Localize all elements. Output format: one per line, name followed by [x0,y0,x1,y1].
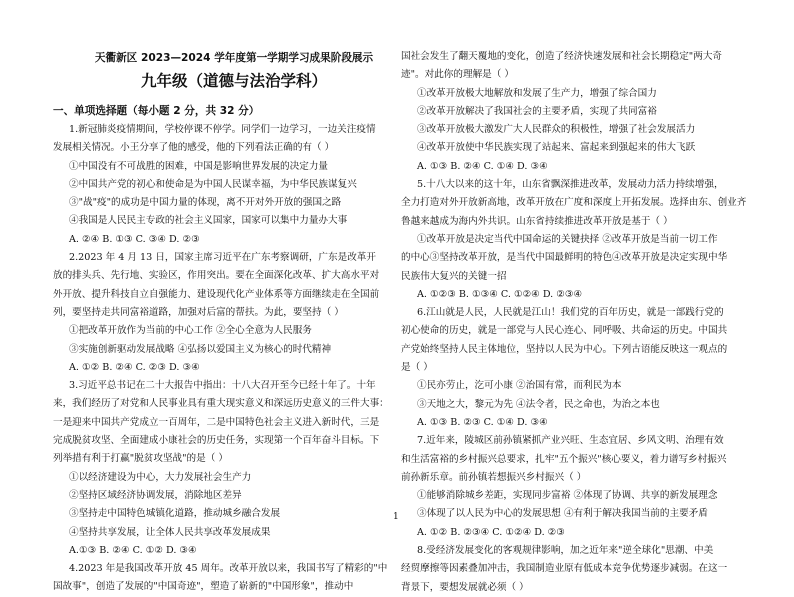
text-line: 2.2023 年 4 月 13 日，国家主席习近平在广东考察调研，广东是改革开 [69,252,376,264]
text-line: A. ①② B. ②③④ C. ①②④ D. ②③ [417,526,565,538]
right-column [401,0,763,597]
text-line: A. ①②③ B. ①③④ C. ①②④ D. ②③④ [417,288,583,300]
text-line: ①民亦劳止，汔可小康 ②治国有常，而利民为本 [417,380,622,392]
text-line: 3.习近平总书记在二十大报告中指出：十八大召开至今已经十年了。十年 [69,380,376,392]
text-line: ③改革开放极大激发广大人民群众的积极性，增强了社会发展活力 [417,124,696,136]
text-line: 经贸摩擦等因素叠加冲击，我国制造业原有低成本竞争优势逐步减弱。在这一 [401,563,728,575]
text-line: A. ①③ B. ②③ C. ①④ D. ③④ [417,416,548,428]
text-line: 列举措有利于打赢"脱贫攻坚战"的是（ ） [53,453,228,465]
text-line: ②改革开放解决了我国社会的主要矛盾，实现了共同富裕 [417,105,657,117]
text-line: 初心使命的历史，就是一部党与人民心连心、同呼吸、共命运的历史。中国共 [401,325,728,337]
text-line: 列，要坚持走共同富裕道路，加强对后富的帮扶。为此，要坚持（ ） [53,306,344,318]
text-line: ②中国共产党的初心和使命是为中国人民谋幸福，为中华民族谋复兴 [69,178,357,190]
text-line: 和生活富裕的乡村振兴总要求，扎牢"五个振兴"核心要义，着力谱写乡村振兴 [401,453,727,465]
text-line: A.①③ B. ②④ C. ①② D. ③④ [69,544,197,556]
text-line: 民族伟大复兴的关键一招 [401,270,507,282]
text-line: ④坚持共享发展，让全体人民共享改革发展成果 [69,526,271,538]
text-line: 7.近年来，陵城区前孙镇紧抓产业兴旺、生态宜居、乡风文明、治理有效 [417,435,724,447]
text-line: ③"战"疫"的成功是中国力量的体现，离不开对外开放的强国之路 [69,197,342,209]
text-line: 放的排头兵、先行地、实验区，作用突出。要在全面深化改革、扩大高水平对 [53,270,380,282]
text-line: ①以经济建设为中心，大力发展社会生产力 [69,471,252,483]
exam-subject-title: 九年级（道德与法治学科） [140,72,327,90]
text-line: A. ①③ B. ②④ C. ①④ D. ③④ [417,160,548,172]
text-line: 鲁越来越成为海内外共识。山东省持续推进改革开放是基于（ ） [401,215,673,227]
text-line: 一是迎来中国共产党成立一百周年，二是中国特色社会主义进入新时代，三是 [53,416,380,428]
text-line: 外开放、提升科技自立自强能力、建设现代化产业体系等方面继续走在全国前 [53,288,380,300]
text-line: ④改革开放使中华民族实现了站起来、富起来到强起来的伟大飞跃 [417,142,696,154]
section-heading: 一、单项选择题（每小题 2 分，共 32 分） [53,105,260,117]
text-line: ③坚持走中国特色城镇化道路，推动城乡融合发展 [69,508,281,520]
text-line: 前孙新乐章。前孙镇若想振兴乡村振兴（ ） [401,471,587,483]
text-line: 5.十八大以来的这十年，山东省飘深推进改革，发展动力活力持续增强， [417,179,724,191]
text-line: 迹"。对此你的理解是（ ） [401,69,514,81]
text-line: ①能够消除城乡差距，实现同步富裕 ②体现了协调、共享的新发展理念 [417,490,718,502]
school-title: 天衢新区 2023—2024 学年度第一学期学习成果阶段展示 [94,52,374,64]
left-question-text [53,121,415,597]
text-line: 4.2023 年是我国改革开放 45 周年。改革开放以来，我国书写了精彩的"中 [69,563,388,575]
text-line: 的中心③坚持改革开放，是当代中国最鲜明的特色④改革开放是决定实现中华 [401,252,728,264]
text-line: 1.新冠肺炎疫情期间，学校停课不停学。同学们一边学习，一边关注疫情 [69,124,376,135]
text-line: ④我国是人民民主专政的社会主义国家，国家可以集中力量办大事 [69,215,348,227]
text-line: ③实施创新驱动发展战略 ④弘扬以爱国主义为核心的时代精神 [69,343,332,355]
text-line: 全力打造对外开放新高地，改革开放在广度和深度上开拓发展。选择由东、创业齐 [401,197,747,209]
left-column [53,0,415,597]
text-line: 完成脱贫攻坚、全面建成小康社会的历史任务，实现第一个百年奋斗目标。下 [53,435,380,447]
text-line: ③天地之大，黎元为先 ④法令者，民之命也，为治之本也 [417,398,660,410]
text-line: A. ①② B. ②④ C. ②③ D. ③④ [69,361,200,373]
text-line: ③体现了以人民为中心的发展思想 ④有利于解决我国当前的主要矛盾 [417,508,708,520]
text-line: 产党始终坚持人民主体地位，坚持以人民为中心。下列古语能反映这一观点的 [401,343,728,355]
text-line: 6.江山就是人民，人民就是江山！我们党的百年历史，就是一部践行党的 [417,307,724,319]
text-line: ①中国没有不可战胜的困难，中国是影响世界发展的决定力量 [69,160,329,172]
text-line: ①把改革开放作为当前的中心工作 ②全心全意为人民服务 [69,325,312,337]
text-line: ②坚持区域经济协调发展，消除地区差异 [69,489,242,501]
page-number: 1 [393,512,399,522]
text-line: ①改革开放是决定当代中国命运的关键抉择 ②改革开放是当前一切工作 [417,233,718,245]
text-line: 是（ ） [401,362,433,374]
text-line: 8.受经济发展变化的客观规律影响，加之近年来"逆全球化"思潮、中美 [417,545,714,557]
text-line: 来，我们经历了对党和人民事业具有重大现实意义和深远历史意义的三件大事： [53,398,389,410]
text-line: ①改革开放极大地解放和发展了生产力，增强了综合国力 [417,87,657,99]
text-line: A. ②④ B. ①③ C. ③④ D. ②③ [69,233,200,245]
right-question-text [401,48,763,597]
text-line: 背景下，要想发展就必须（ ） [401,581,529,593]
text-line: 发展相关情况。小王分享了他的感受，他的下列看法正确的有（ ） [53,142,335,154]
text-line: 国社会发生了翻天覆地的变化，创造了经济快速发展和社会长期稳定"两大奇 [401,51,723,62]
text-line: 国故事"，创造了发展的"中国奇迹"，塑造了崭新的"中国形象"，推动中 [53,581,354,593]
